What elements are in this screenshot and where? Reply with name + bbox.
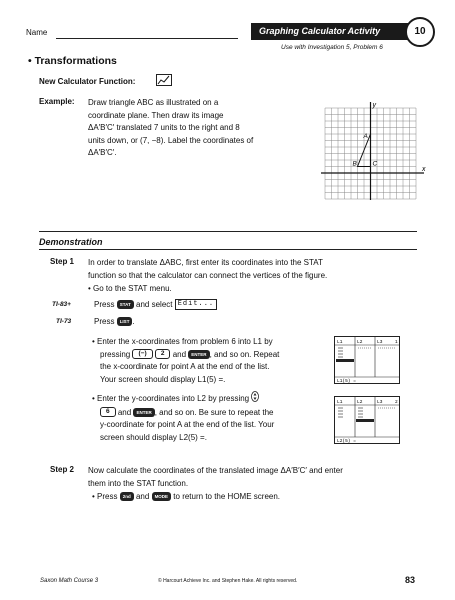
arrow-key-icon — [251, 391, 259, 407]
screen-header: L3 — [377, 340, 383, 345]
negative-key: (−) — [132, 349, 152, 359]
step1-label: Step 1 — [50, 257, 75, 266]
use-with-note: Use with Investigation 5, Problem 6 — [281, 44, 383, 51]
screen-header: L1 — [337, 340, 343, 345]
screen-footer: L2(5) = — [337, 439, 356, 443]
footer-book-title: Saxon Math Course 3 — [40, 578, 99, 584]
ti83-instruction: Press STAT and select Edit... — [94, 299, 217, 312]
stat-key: STAT — [117, 300, 134, 309]
enter-key: ENTER — [188, 350, 209, 359]
example-text: Draw triangle ABC as illustrated on a coordinate plane. Then draw its image ΔA′B′C′ translated 7 units to the right and 8 units down, or (7, −8). Label the coordinates of ΔA′B′C′. — [88, 98, 254, 157]
new-function-label: New Calculator Function: — [39, 77, 136, 86]
activity-title: Graphing Calculator Activity — [251, 23, 414, 40]
example-label: Example: — [39, 97, 75, 106]
six-key: 6 — [100, 407, 116, 417]
coordinate-grid — [320, 100, 432, 202]
screen-header: 1 — [395, 340, 398, 345]
footer-copyright: © Harcourt Achieve Inc. and Stephen Hake. All rights reserved. — [158, 578, 298, 584]
calculator-screen-l2 — [334, 396, 400, 444]
calculator-screen-l1 — [334, 336, 400, 384]
divider — [39, 231, 417, 232]
activity-number: 10 — [405, 17, 435, 47]
name-line — [56, 38, 238, 39]
name-label: Name — [26, 28, 48, 37]
demonstration-title: Demonstration — [39, 237, 103, 247]
y-axis-label: y — [372, 102, 376, 109]
vertex-label: C — [372, 160, 378, 168]
ti83-label: TI-83+ — [52, 301, 71, 308]
step1-text: In order to translate ΔABC, first enter its coordinates into the STAT function so that the calculator can connect the vertices of the figure. — [88, 258, 328, 280]
vertex-label: A — [363, 133, 368, 140]
screen-header: L1 — [337, 400, 343, 405]
y-coordinates-bullet: • Enter the y-coordinates into L2 by pressing 6 and ENTER , and so on. Be sure to repeat the y-coordinate for point A at the end of the list. Your screen should display L2(5) =. — [92, 391, 322, 444]
second-key: 2nd — [120, 492, 134, 501]
screen-header: L3 — [377, 400, 383, 405]
screen-header: 2 — [395, 400, 398, 405]
list-key: LIST — [117, 317, 133, 326]
enter-key: ENTER — [133, 408, 154, 417]
screen-footer: L1(5) = — [337, 379, 356, 383]
step1-bullet-go: • Go to the STAT menu. — [88, 284, 172, 293]
screen-header: L2 — [357, 400, 363, 405]
edit-menu-item: Edit... — [175, 299, 217, 310]
section-title: • Transformations — [28, 55, 117, 67]
step2-label: Step 2 — [50, 465, 75, 474]
stat-plot-icon — [156, 74, 172, 86]
two-key: 2 — [155, 349, 171, 359]
ti73-label: TI-73 — [56, 318, 72, 325]
vertex-label: B — [352, 160, 357, 168]
step2-text: Now calculate the coordinates of the translated image ΔA′B′C′ and enter them into the STAT function. — [88, 466, 343, 488]
screen-header: L2 — [357, 340, 363, 345]
x-coordinates-bullet: • Enter the x-coordinates from problem 6 into L1 by pressing (−) 2 and ENTER , and so on. Repeat the x-coordinate for point A at the end of the list. Your screen should display L1(5) =. — [92, 337, 280, 384]
step2-bullet: • Press 2nd and MODE to return to the HOME screen. — [92, 492, 281, 501]
page-number: 83 — [405, 575, 416, 585]
mode-key: MODE — [152, 492, 172, 501]
divider — [39, 249, 417, 250]
ti73-instruction: Press LIST . — [94, 317, 135, 326]
x-axis-label: x — [422, 166, 426, 173]
